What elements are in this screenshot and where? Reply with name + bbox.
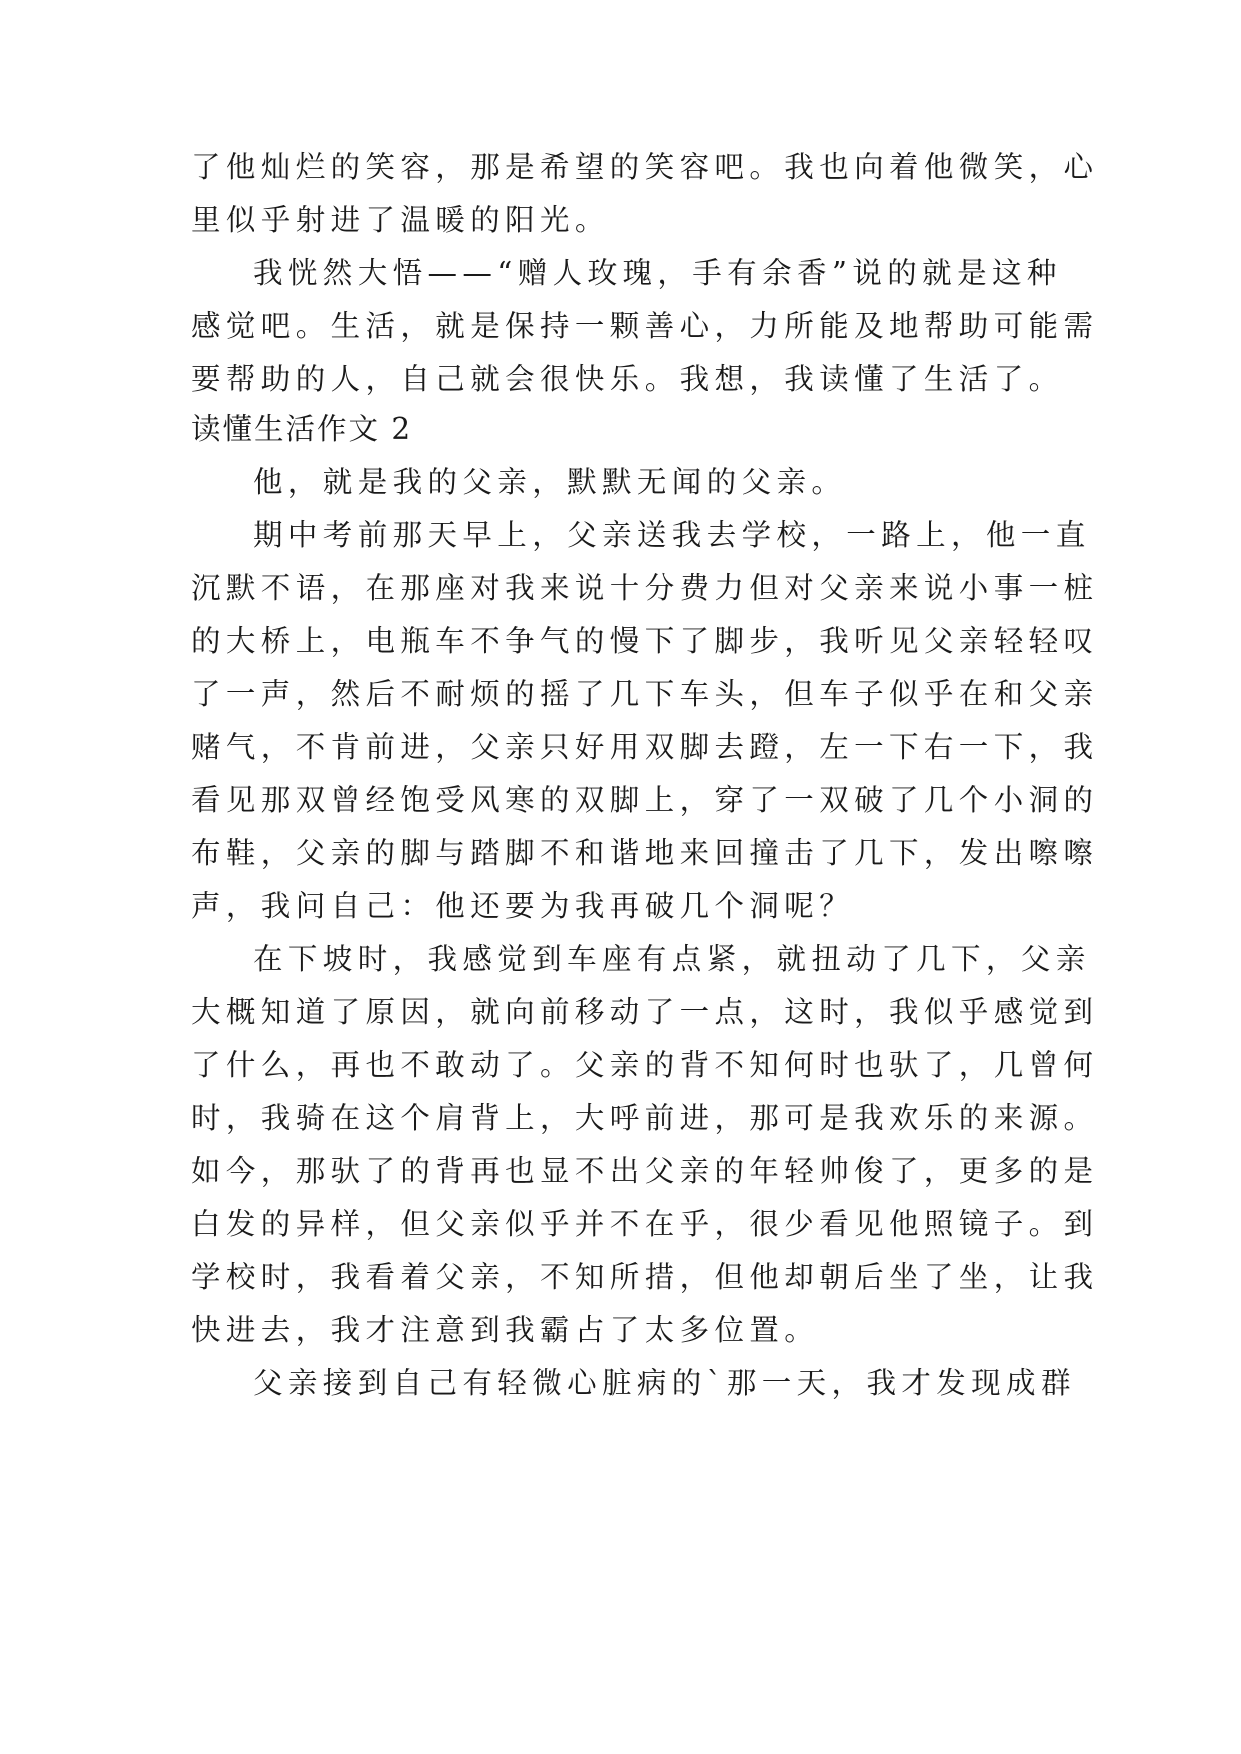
paragraph-line: 他，就是我的父亲，默默无闻的父亲。 [253, 465, 847, 499]
paragraph-line: 期中考前那天早上，父亲送我去学校，一路上，他一直 [253, 518, 1091, 552]
paragraph-line: 了什么，再也不敢动了。父亲的背不知何时也驮了，几曾何 [191, 1048, 1099, 1082]
paragraph-line: 的大桥上，电瓶车不争气的慢下了脚步，我听见父亲轻轻叹 [191, 624, 1099, 658]
paragraph-line: 学校时，我看着父亲，不知所措，但他却朝后坐了坐，让我 [191, 1260, 1099, 1294]
paragraph-line: 父亲接到自己有轻微心脏病的`那一天，我才发现成群 [253, 1366, 1076, 1400]
paragraph-line: 赌气，不肯前进，父亲只好用双脚去蹬，左一下右一下，我 [191, 730, 1099, 764]
paragraph-line: 我恍然大悟——“赠人玫瑰，手有余香”说的就是这种 [253, 256, 1062, 290]
paragraph-line: 布鞋，父亲的脚与踏脚不和谐地来回撞击了几下，发出嚓嚓 [191, 836, 1099, 870]
paragraph-line: 快进去，我才注意到我霸占了太多位置。 [191, 1313, 820, 1347]
paragraph-line: 里似乎射进了温暖的阳光。 [191, 203, 610, 237]
paragraph-line: 时，我骑在这个肩背上，大呼前进，那可是我欢乐的来源。 [191, 1101, 1099, 1135]
paragraph-line: 白发的异样，但父亲似乎并不在乎，很少看见他照镜子。到 [191, 1207, 1099, 1241]
paragraph-line: 声，我问自己：他还要为我再破几个洞呢？ [191, 889, 855, 923]
paragraph-line: 了一声，然后不耐烦的摇了几下车头，但车子似乎在和父亲 [191, 677, 1099, 711]
paragraph-line: 沉默不语，在那座对我来说十分费力但对父亲来说小事一桩 [191, 571, 1099, 605]
paragraph-line: 大概知道了原因，就向前移动了一点，这时，我似乎感觉到 [191, 995, 1099, 1029]
paragraph-line: 看见那双曾经饱受风寒的双脚上，穿了一双破了几个小洞的 [191, 783, 1099, 817]
paragraph-line: 感觉吧。生活，就是保持一颗善心，力所能及地帮助可能需 [191, 309, 1099, 343]
paragraph-line: 如今，那驮了的背再也显不出父亲的年轻帅俊了，更多的是 [191, 1154, 1099, 1188]
paragraph-line: 了他灿烂的笑容，那是希望的笑容吧。我也向着他微笑，心 [191, 150, 1099, 184]
section-heading: 读懂生活作文 2 [191, 412, 413, 446]
paragraph-line: 在下坡时，我感觉到车座有点紧，就扭动了几下，父亲 [253, 942, 1091, 976]
paragraph-line: 要帮助的人，自己就会很快乐。我想，我读懂了生活了。 [191, 362, 1064, 396]
